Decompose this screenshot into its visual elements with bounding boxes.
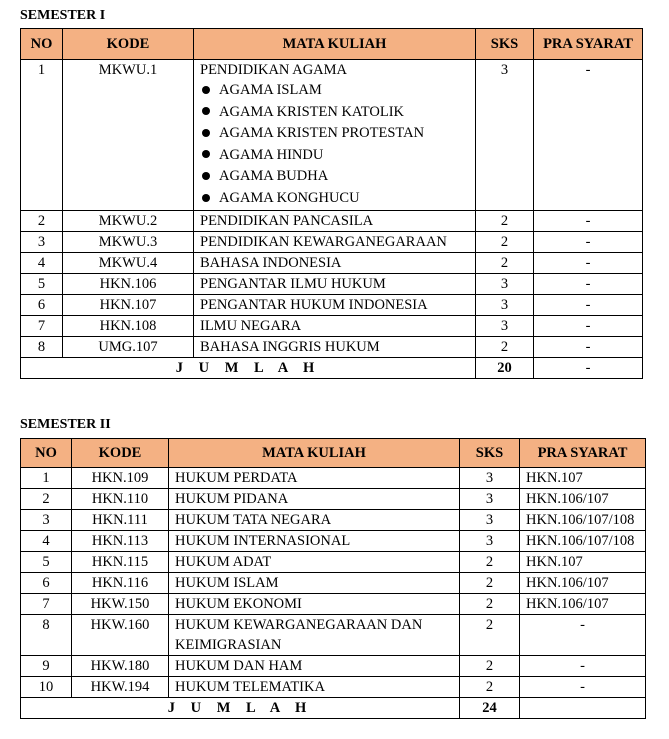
cell-no: 1 xyxy=(21,60,63,211)
cell-no: 3 xyxy=(21,510,72,531)
table-row xyxy=(21,252,643,273)
cell-sks: 2 xyxy=(460,677,520,698)
cell-pra-syarat: HKN.106/107/108 xyxy=(520,531,646,552)
cell-kode: HKN.110 xyxy=(72,489,169,510)
cell-sks: 2 xyxy=(460,594,520,615)
cell-pra-syarat: - xyxy=(520,615,646,656)
course-name: PENDIDIKAN PANCASILA xyxy=(200,212,374,229)
cell-sks: 3 xyxy=(460,489,520,510)
cell-sks: 2 xyxy=(460,573,520,594)
table-header-row xyxy=(21,439,646,468)
cell-sks: 2 xyxy=(460,656,520,677)
table-row xyxy=(21,60,643,211)
bullet-icon xyxy=(202,107,210,115)
table-row xyxy=(21,615,646,656)
header-mata-kuliah: MATA KULIAH xyxy=(169,439,460,468)
cell-pra-syarat: - xyxy=(520,677,646,698)
semester-2-table xyxy=(20,438,646,719)
course-name: HUKUM ISLAM xyxy=(175,575,279,591)
course-name: HUKUM INTERNASIONAL xyxy=(175,533,351,549)
sub-item-label: AGAMA HINDU xyxy=(219,146,324,163)
header-pra-syarat: PRA SYARAT xyxy=(520,439,646,468)
cell-no: 4 xyxy=(21,531,72,552)
cell-mata-kuliah xyxy=(194,252,476,273)
total-pra-syarat xyxy=(520,698,646,719)
course-name: HUKUM PIDANA xyxy=(175,491,289,507)
sub-item-label: AGAMA KONGHUCU xyxy=(219,189,360,206)
table-row xyxy=(21,531,646,552)
cell-no: 8 xyxy=(21,336,63,357)
course-name: BAHASA INDONESIA xyxy=(200,254,342,271)
cell-sks: 3 xyxy=(476,315,534,336)
course-name: HUKUM TELEMATIKA xyxy=(175,679,325,695)
cell-mata-kuliah xyxy=(169,594,460,615)
semester-1-title: SEMESTER I xyxy=(20,8,106,23)
semester-2-body xyxy=(21,468,646,719)
cell-kode: HKN.113 xyxy=(72,531,169,552)
cell-kode: UMG.107 xyxy=(63,336,194,357)
header-sks: SKS xyxy=(476,29,534,60)
sub-item-list xyxy=(200,80,469,210)
cell-no: 7 xyxy=(21,315,63,336)
cell-mata-kuliah xyxy=(194,210,476,231)
header-no: NO xyxy=(21,29,63,60)
cell-sks: 2 xyxy=(476,336,534,357)
cell-mata-kuliah xyxy=(194,60,476,211)
cell-pra-syarat: - xyxy=(534,60,643,211)
cell-pra-syarat: HKN.107 xyxy=(520,468,646,489)
cell-pra-syarat: - xyxy=(534,252,643,273)
cell-mata-kuliah xyxy=(169,531,460,552)
cell-pra-syarat: - xyxy=(534,315,643,336)
bullet-icon xyxy=(202,172,210,180)
total-row xyxy=(21,698,646,719)
cell-no: 5 xyxy=(21,552,72,573)
table-row xyxy=(21,273,643,294)
list-item xyxy=(200,102,469,124)
cell-mata-kuliah xyxy=(169,468,460,489)
table-row xyxy=(21,510,646,531)
course-name: HUKUM ADAT xyxy=(175,554,272,570)
table-row xyxy=(21,677,646,698)
cell-no: 4 xyxy=(21,252,63,273)
cell-mata-kuliah xyxy=(169,489,460,510)
cell-no: 2 xyxy=(21,489,72,510)
cell-kode: HKN.108 xyxy=(63,315,194,336)
cell-kode: HKN.116 xyxy=(72,573,169,594)
list-item xyxy=(200,188,469,210)
table-row xyxy=(21,210,643,231)
total-label: J U M L A H xyxy=(21,698,460,719)
bullet-icon xyxy=(202,194,210,202)
cell-sks: 3 xyxy=(460,468,520,489)
cell-mata-kuliah xyxy=(169,615,460,656)
table-row xyxy=(21,468,646,489)
table-header-row xyxy=(21,29,643,60)
cell-no: 6 xyxy=(21,294,63,315)
cell-no: 7 xyxy=(21,594,72,615)
cell-sks: 3 xyxy=(476,60,534,211)
cell-sks: 3 xyxy=(460,510,520,531)
table-row xyxy=(21,489,646,510)
cell-no: 10 xyxy=(21,677,72,698)
table-row xyxy=(21,315,643,336)
cell-no: 1 xyxy=(21,468,72,489)
cell-no: 2 xyxy=(21,210,63,231)
cell-no: 3 xyxy=(21,231,63,252)
cell-kode: HKW.160 xyxy=(72,615,169,656)
cell-kode: MKWU.4 xyxy=(63,252,194,273)
cell-mata-kuliah xyxy=(194,294,476,315)
course-name: PENGANTAR ILMU HUKUM xyxy=(200,275,386,292)
total-label: J U M L A H xyxy=(21,357,476,378)
cell-pra-syarat: - xyxy=(534,336,643,357)
cell-sks: 3 xyxy=(476,294,534,315)
cell-mata-kuliah xyxy=(194,231,476,252)
sub-item-label: AGAMA BUDHA xyxy=(219,168,329,185)
list-item xyxy=(200,123,469,145)
bullet-icon xyxy=(202,150,210,158)
semester-2-title: SEMESTER II xyxy=(20,417,111,432)
cell-mata-kuliah xyxy=(194,336,476,357)
course-name: PENGANTAR HUKUM INDONESIA xyxy=(200,296,428,313)
cell-pra-syarat: - xyxy=(520,656,646,677)
cell-kode: MKWU.1 xyxy=(63,60,194,211)
cell-pra-syarat: - xyxy=(534,273,643,294)
course-name: HUKUM TATA NEGARA xyxy=(175,512,332,528)
cell-no: 9 xyxy=(21,656,72,677)
cell-kode: HKW.180 xyxy=(72,656,169,677)
sub-item-label: AGAMA KRISTEN KATOLIK xyxy=(219,103,405,120)
semester-1-table xyxy=(20,28,643,379)
cell-kode: HKW.150 xyxy=(72,594,169,615)
course-name: PENDIDIKAN KEWARGANEGARAAN xyxy=(200,233,447,250)
cell-pra-syarat: - xyxy=(534,231,643,252)
cell-kode: HKN.109 xyxy=(72,468,169,489)
cell-sks: 3 xyxy=(476,273,534,294)
table-row xyxy=(21,594,646,615)
total-row xyxy=(21,357,643,378)
cell-mata-kuliah xyxy=(169,510,460,531)
total-sks: 20 xyxy=(476,357,534,378)
header-sks: SKS xyxy=(460,439,520,468)
cell-sks: 2 xyxy=(476,231,534,252)
cell-mata-kuliah xyxy=(194,315,476,336)
cell-pra-syarat: - xyxy=(534,210,643,231)
course-name: BAHASA INGGRIS HUKUM xyxy=(200,338,380,355)
cell-pra-syarat: HKN.107 xyxy=(520,552,646,573)
cell-kode: HKN.115 xyxy=(72,552,169,573)
cell-pra-syarat: HKN.106/107 xyxy=(520,594,646,615)
cell-sks: 2 xyxy=(460,552,520,573)
cell-kode: HKN.111 xyxy=(72,510,169,531)
bullet-icon xyxy=(202,86,210,94)
sub-item-label: AGAMA ISLAM xyxy=(219,82,322,98)
course-name: HUKUM PERDATA xyxy=(175,470,298,486)
cell-kode: HKW.194 xyxy=(72,677,169,698)
cell-no: 8 xyxy=(21,615,72,656)
cell-mata-kuliah xyxy=(169,656,460,677)
cell-no: 5 xyxy=(21,273,63,294)
cell-kode: MKWU.2 xyxy=(63,210,194,231)
table-row xyxy=(21,336,643,357)
header-mata-kuliah: MATA KULIAH xyxy=(194,29,476,60)
cell-pra-syarat: HKN.106/107/108 xyxy=(520,510,646,531)
course-name: PENDIDIKAN AGAMA xyxy=(200,62,348,78)
list-item xyxy=(200,80,469,102)
list-item xyxy=(200,145,469,167)
table-row xyxy=(21,231,643,252)
cell-pra-syarat: - xyxy=(534,294,643,315)
semester-1-body xyxy=(21,60,643,379)
cell-mata-kuliah xyxy=(169,573,460,594)
list-item xyxy=(200,166,469,188)
total-sks: 24 xyxy=(460,698,520,719)
cell-pra-syarat: HKN.106/107 xyxy=(520,573,646,594)
cell-kode: HKN.107 xyxy=(63,294,194,315)
cell-mata-kuliah xyxy=(194,273,476,294)
header-kode: KODE xyxy=(63,29,194,60)
cell-kode: HKN.106 xyxy=(63,273,194,294)
header-no: NO xyxy=(21,439,72,468)
cell-mata-kuliah xyxy=(169,552,460,573)
cell-pra-syarat: HKN.106/107 xyxy=(520,489,646,510)
table-row xyxy=(21,573,646,594)
cell-kode: MKWU.3 xyxy=(63,231,194,252)
header-kode: KODE xyxy=(72,439,169,468)
table-row xyxy=(21,552,646,573)
course-name: HUKUM EKONOMI xyxy=(175,596,302,612)
total-pra-syarat: - xyxy=(534,357,643,378)
course-name: ILMU NEGARA xyxy=(200,317,302,334)
table-row xyxy=(21,656,646,677)
header-pra-syarat: PRA SYARAT xyxy=(534,29,643,60)
cell-mata-kuliah xyxy=(169,677,460,698)
cell-no: 6 xyxy=(21,573,72,594)
sub-item-label: AGAMA KRISTEN PROTESTAN xyxy=(219,125,425,142)
cell-sks: 2 xyxy=(460,615,520,656)
cell-sks: 2 xyxy=(476,252,534,273)
course-name: HUKUM KEWARGANEGARAAN DAN KEIMIGRASIAN xyxy=(175,617,423,653)
table-row xyxy=(21,294,643,315)
cell-sks: 3 xyxy=(460,531,520,552)
course-name: HUKUM DAN HAM xyxy=(175,658,303,674)
cell-sks: 2 xyxy=(476,210,534,231)
bullet-icon xyxy=(202,129,210,137)
